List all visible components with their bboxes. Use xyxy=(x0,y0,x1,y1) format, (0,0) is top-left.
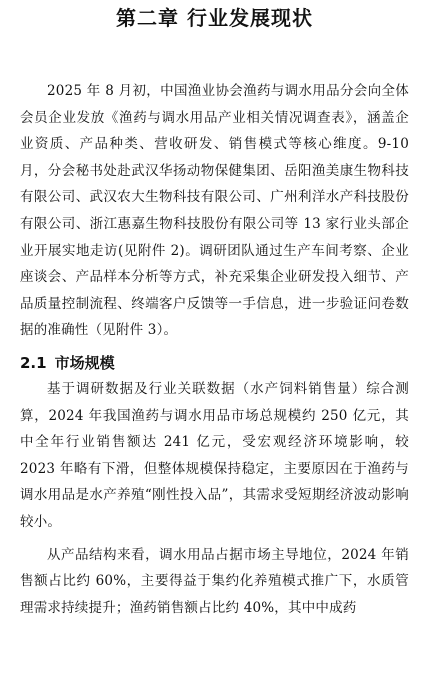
chapter-title: 第二章 行业发展现状 xyxy=(116,6,313,30)
section-number: 2.1 xyxy=(20,353,47,372)
product-structure-paragraph: 从产品结构来看，调水用品占据市场主导地位，2024 年销售额占比约 60%，主要得益于集约化养殖模式推广下，水质管理需求持续提升；渔药销售额占比约 40%，其中中成药 xyxy=(20,546,409,616)
section-heading xyxy=(20,350,409,376)
market-size-paragraph: 基于调研数据及行业关联数据（水产饲料销售量）综合测算，2024 年我国渔药与调水用品市场总规模约 250 亿元，其中全年行业销售额达 241 亿元，受宏观经济环境影响，较 2023 年略有下滑，但整体规模保持稳定，主要原因在于渔药与调水用品是水产养殖“刚性投入品”，其需求受短期经济波动影响较小。 xyxy=(20,380,409,530)
section-title: 市场规模 xyxy=(54,353,115,372)
intro-paragraph: 2025 年 8 月初，中国渔业协会渔药与调水用品分会向全体会员企业发放《渔药与调水用品产业相关情况调查表》，涵盖企业资质、产品种类、营收研发、销售模式等核心维度。9-10 月，分会秘书处赴武汉华扬动物保健集团、岳阳渔美康生物科技有限公司、武汉农大生物科技有限公司、广州利洋水产科技股份有限公司、浙江惠嘉生物科技股份有限公司等 13 家行业头部企业开展实地走访(见附件 2)。调研团队通过生产车间考察、企业座谈会、产品样本分析等方式，补充采集企业研发投入细节、产品质量控制流程、终端客户反馈等一手信息，进一步验证问卷数据的准确性（见附件 3）。 xyxy=(20,83,409,339)
